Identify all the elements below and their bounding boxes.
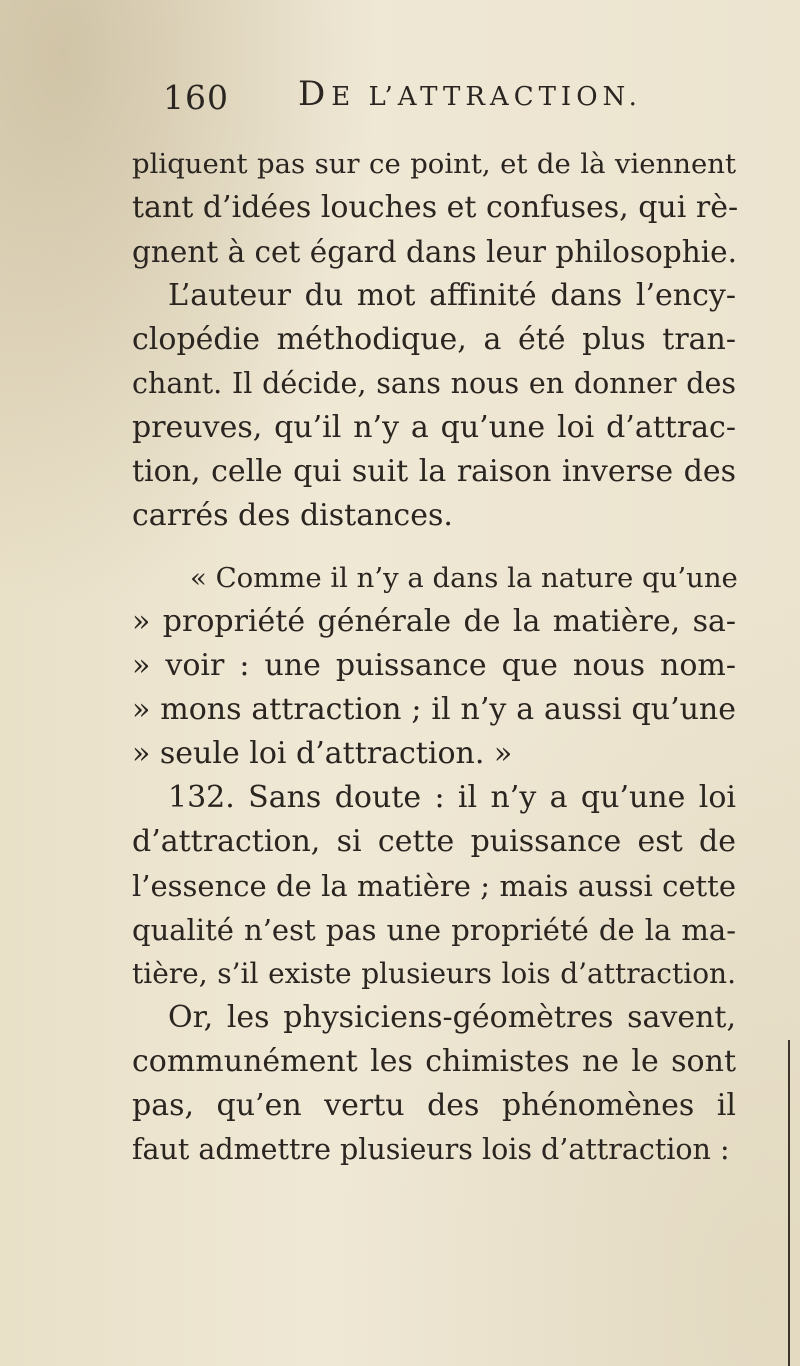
text-line: pas, qu’en vertu des phénomènes il <box>132 1088 736 1123</box>
text-line: L’auteur du mot affinité dans l’ency- <box>168 278 736 313</box>
text-line: « Comme il n’y a dans la nature qu’une <box>190 562 738 594</box>
running-head-end: TTRACTION. <box>420 82 642 112</box>
body-text <box>132 142 739 1172</box>
running-head-middle: E L’A <box>331 82 421 112</box>
text-line: qualité n’est pas une propriété de la ma- <box>132 913 736 947</box>
running-head-initial: D <box>298 74 332 114</box>
quotation <box>132 556 736 776</box>
text-line: » voir : une puissance que nous nom- <box>132 648 736 683</box>
text-line: carrés des distances. <box>132 498 453 533</box>
text-line: communément les chimistes ne le sont <box>132 1044 736 1079</box>
page-edge-line <box>788 1040 790 1366</box>
text-line: l’essence de la matière ; mais aussi cette <box>132 869 736 903</box>
paragraph <box>132 142 739 274</box>
text-line: chant. Il décide, sans nous en donner des <box>132 367 736 400</box>
text-line: pliquent pas sur ce point, et de là viennent <box>132 148 736 180</box>
text-line: Or, les physiciens-géomètres savent, <box>168 1000 736 1035</box>
text-line: » seule loi d’attraction. » <box>132 736 513 771</box>
running-head <box>298 74 642 114</box>
text-line: tion, celle qui suit la raison inverse des <box>132 454 736 489</box>
paragraph <box>132 996 736 1172</box>
text-line: clopédie méthodique, a été plus tran- <box>132 322 736 357</box>
text-line: tière, s’il existe plusieurs lois d’attraction. <box>132 957 736 990</box>
page-header <box>0 72 800 122</box>
text-line: gnent à cet égard dans leur philosophie. <box>132 235 737 269</box>
text-line: 132. Sans doute : il n’y a qu’une loi <box>168 780 736 815</box>
text-line: d’attraction, si cette puissance est de <box>132 824 736 859</box>
paragraph <box>132 274 736 538</box>
page-number: 160 <box>163 78 229 117</box>
text-line: tant d’idées louches et confuses, qui rè- <box>132 190 739 225</box>
text-line: » propriété générale de la matière, sa- <box>132 604 736 639</box>
text-line: » mons attraction ; il n’y a aussi qu’une <box>132 692 736 727</box>
text-line: faut admettre plusieurs lois d’attraction : <box>132 1133 730 1166</box>
paragraph <box>132 776 736 996</box>
text-line: preuves, qu’il n’y a qu’une loi d’attrac- <box>132 410 736 445</box>
